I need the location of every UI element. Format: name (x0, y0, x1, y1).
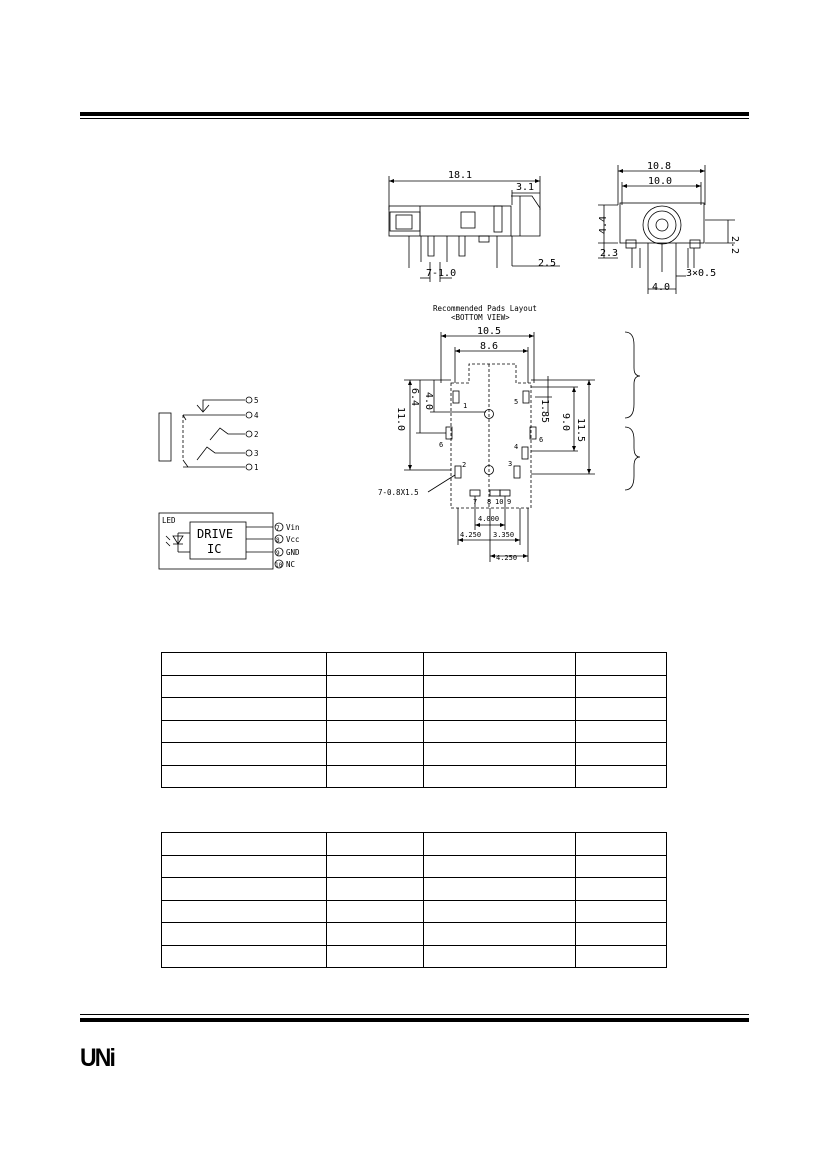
dim-pad-height-a: 6.4 (409, 388, 420, 407)
table-row (162, 900, 667, 923)
pad-number: 9 (507, 498, 512, 506)
dim-pad-height-left: 11.0 (395, 407, 406, 432)
spec-table-1 (161, 652, 667, 788)
pad-number: 4 (514, 443, 519, 451)
dim-overall-length: 18.1 (448, 170, 473, 181)
pad-number: 8 (487, 498, 492, 506)
led-label: LED (162, 516, 176, 525)
dim-pin-offset: 2.5 (538, 258, 557, 269)
dim-inner-width: 10.0 (648, 176, 673, 187)
dim-pad-width-inner: 8.6 (480, 341, 499, 352)
schematic-pin-label: 5 (254, 396, 259, 405)
switch-schematic (159, 397, 252, 470)
block-line2: IC (207, 542, 222, 556)
table-row (162, 675, 667, 698)
pad-number: 6 (439, 441, 444, 449)
dim-pin-pitch: 7-1.0 (426, 268, 457, 279)
led-drive-block (159, 513, 283, 569)
block-pin-number: 10 (275, 562, 283, 569)
dim-height: 4.4 (598, 215, 609, 234)
company-logo: UNi (80, 1044, 115, 1072)
block-line1: DRIVE (197, 527, 234, 541)
dim-pad-bottom-a: 4.000 (478, 515, 500, 523)
dim-pin-base: 4.0 (652, 282, 671, 293)
table-row (162, 945, 667, 968)
table-row (162, 833, 667, 856)
pads-subtitle: <BOTTOM VIEW> (451, 313, 510, 322)
dim-pad-right-small: 1.85 (539, 399, 550, 424)
dim-outer-width: 10.8 (647, 161, 672, 172)
block-pin-label: NC (286, 560, 296, 569)
dim-right-height: 2.2 (729, 236, 740, 255)
table-row (162, 653, 667, 676)
pad-number: 5 (514, 398, 519, 406)
table-row (162, 720, 667, 743)
pad-number: 1 (463, 402, 468, 410)
pad-number: 10 (495, 498, 504, 506)
pad-number: 7 (473, 498, 478, 506)
spec-table-2 (161, 832, 667, 968)
table-row (162, 765, 667, 788)
block-pin-label: Vcc (286, 535, 300, 544)
block-pin-label: GND (286, 548, 300, 557)
pad-number: 3 (508, 460, 513, 468)
table-row (162, 743, 667, 766)
block-pin-number: 9 (276, 550, 280, 557)
schematic-pin-label: 4 (254, 411, 259, 420)
dim-pin-spacing: 3×0.5 (686, 268, 717, 279)
block-pin-label: Vin (286, 523, 300, 532)
dim-pin-height: 2.3 (600, 248, 619, 259)
pad-number: 6 (539, 436, 544, 444)
dim-pad-right-mid: 9.0 (560, 413, 571, 432)
block-pin-number: 8 (276, 537, 280, 544)
dim-pad-spec: 7-0.8X1.5 (378, 488, 419, 497)
side-view (389, 176, 560, 282)
dim-pad-height-b: 4.0 (423, 392, 434, 411)
dim-pad-bottom-b: 4.250 (460, 531, 482, 539)
schematic-pin-label: 1 (254, 463, 259, 472)
block-pin-number: 7 (276, 525, 280, 532)
schematic-pin-label: 3 (254, 449, 259, 458)
footer-rule-thick (80, 1018, 749, 1022)
schematic-pin-label: 2 (254, 430, 259, 439)
footer-rule-thin (80, 1014, 749, 1015)
dim-pad-width-outer: 10.5 (477, 326, 502, 337)
dim-pad-bottom-d: 4.250 (496, 554, 518, 562)
pad-number: 2 (462, 461, 467, 469)
dim-pad-right-large: 11.5 (575, 418, 586, 443)
table-row (162, 878, 667, 901)
dim-pad-bottom-c: 3.350 (493, 531, 515, 539)
table-row (162, 923, 667, 946)
pads-title: Recommended Pads Layout (433, 304, 537, 313)
table-row (162, 855, 667, 878)
dim-front-length: 3.1 (516, 182, 535, 193)
table-row (162, 698, 667, 721)
